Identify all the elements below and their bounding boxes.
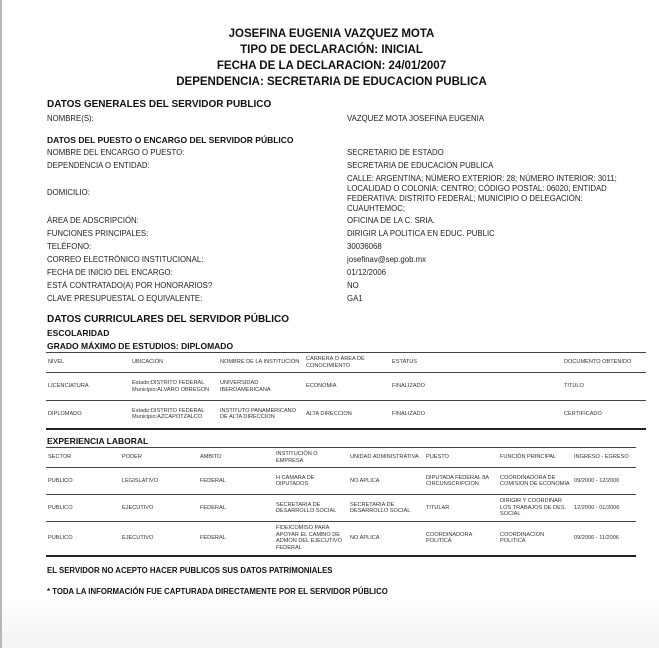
declaration-date: FECHA DE LA DECLARACION: 24/01/2007 [216,60,447,72]
table-cell: TITULAR [424,495,498,522]
field-value: 30036068 [347,242,382,251]
column-header [492,353,562,373]
table-cell: COORDINADORA POLITICA [424,522,498,556]
field-telefono [47,242,647,254]
field-value: OFICINA DE LA C. SRIA. [347,216,435,225]
table-cell: DIRIGIR Y COORDINAR LOS TRABAJOS DE DES. SOCIAL [498,495,572,522]
field-label: CORREO ELECTRÓNICO INSTITUCIONAL: [47,255,204,264]
field-correo [47,255,647,267]
table-cell: UNIVERSIDAD IBEROAMERICANA [218,373,304,401]
table-cell: PUBLICO [46,522,120,556]
table-row [46,468,636,495]
table-row [46,373,646,401]
document-header [2,26,659,90]
column-header: INSTITUCIÓN O EMPRESA [274,448,348,468]
field-value: SECRETARIA DE EDUCACION PUBLICA [347,161,494,170]
field-nombre [47,114,647,126]
education-table [46,352,646,430]
field-value: SECRETARIO DE ESTADO [347,148,444,157]
field-value: 01/12/2006 [347,268,387,277]
table-cell: LICENCIATURA [46,373,130,401]
table-cell: 09/2000 - 12/2000 [572,468,636,495]
field-domicilio [47,174,647,216]
table-cell: H CAMARA DE DIPUTADOS [274,468,348,495]
table-cell: DIPUTADA FEDERAL 8A CIRCUNSCRIPCION [424,468,498,495]
note-captura: * TODA LA INFORMACIÓN FUE CAPTURADA DIRECTAMENTE POR EL SERVIDOR PÚBLICO [47,587,388,596]
table-row [46,401,646,429]
field-value: CALLE: ARGENTINA; NÚMERO EXTERIOR: 28; NÚMERO INTERIOR: 3011; LOCALIDAD O COLONIA: CENTRO; CÓDIGO POSTAL: 06020; ENTIDAD FEDERATIVA: DISTRITO FEDERAL; MUNICIPIO O DELEGACIÓN: CUAUHTEMOC; [347,174,617,213]
table-cell: EJECUTIVO [120,495,198,522]
table-header-row [46,448,636,468]
table-cell: LEGISLATIVO [120,468,198,495]
section-title-curriculares: DATOS CURRICULARES DEL SERVIDOR PÚBLICO [47,314,290,325]
table-cell: CERTIFICADO [562,401,646,429]
table-cell: SECRETARIA DE DESARROLLO SOCIAL [274,495,348,522]
declaration-dependency: DEPENDENCIA: SECRETARIA DE EDUCACION PUBLICA [176,76,487,88]
field-area [47,216,647,228]
table-cell: FEDERAL [198,468,274,495]
field-value: NO [347,281,359,290]
table-cell: SECRETARIA DE DESARROLLO SOCIAL [348,495,424,522]
table-cell: FINALIZADO [390,401,492,429]
field-label: DOMICILIO: [47,188,90,197]
column-header: UBICACIÓN [130,353,218,373]
field-value: DIRIGIR LA POLITICA EN EDUC. PUBLIC [347,229,495,238]
table-cell: DIPLOMADO [46,401,130,429]
note-patrimoniales: EL SERVIDOR NO ACEPTO HACER PUBLICOS SUS DATOS PATRIMONIALES [47,566,333,575]
column-header: INGRESO - EGRESO [572,448,636,468]
column-header: FUNCIÓN PRINCIPAL [498,448,572,468]
field-funciones [47,229,647,241]
column-header: NOMBRE DE LA INSTITUCIÓN [218,353,304,373]
table-cell: ALTA DIRECCION [304,401,390,429]
field-label: NOMBRE DEL ENCARGO O PUESTO: [47,148,185,157]
table-cell: INSTITUTO PANAMERICANO DE ALTA DIRECCION [218,401,304,429]
section-title-generales: DATOS GENERALES DEL SERVIDOR PUBLICO [47,99,272,110]
section-title-experiencia: EXPERIENCIA LABORAL [47,436,149,446]
field-honorarios [47,281,647,293]
column-header: PODER [120,448,198,468]
table-row [46,522,636,556]
table-cell [492,401,562,429]
field-label: DEPENDENCIA O ENTIDAD: [47,161,150,170]
table-cell: TITULO [562,373,646,401]
table-header-row [46,353,646,373]
field-fecha-inicio [47,268,647,280]
field-dependencia [47,161,647,173]
field-label: ÁREA DE ADSCRIPCIÓN: [47,216,139,225]
field-encargo [47,148,647,160]
table-cell: COORDINADORA DE COMISION DE ECONOMIA [498,468,572,495]
field-value: GA1 [347,294,363,303]
table-cell: FIDEICOMISO PARA APOYAR EL CAMBIO DE ADMON DEL EJECUTIVO FEDERAL [274,522,348,556]
section-title-puesto: DATOS DEL PUESTO O ENCARGO DEL SERVIDOR PÚBLICO [47,135,294,145]
field-label: FECHA DE INICIO DEL ENCARGO: [47,268,173,277]
table-cell: FEDERAL [198,495,274,522]
table-cell: FEDERAL [198,522,274,556]
field-value: VAZQUEZ MOTA JOSEFINA EUGENIA [347,114,485,123]
field-label: TELÉFONO: [47,242,92,251]
column-header: AMBITO [198,448,274,468]
table-cell: Estado:DISTRITO FEDERAL Municipio:AZCAPOTZALCO [130,401,218,429]
table-cell: ECONOMIA [304,373,390,401]
table-cell: Estado:DISTRITO FEDERAL Municipio:ALVARO OBREGON [130,373,218,401]
column-header: NIVEL [46,353,130,373]
table-row [46,495,636,522]
field-value: josefinav@sep.gob.mx [347,255,426,264]
table-cell: 09/2006 - 11/2006 [572,522,636,556]
column-header: SECTOR [46,448,120,468]
subsection-escolaridad: ESCOLARIDAD [47,328,110,338]
field-label: FUNCIONES PRINCIPALES: [47,229,149,238]
table-cell: FINALIZADO [390,373,492,401]
table-cell: NO APLICA [348,522,424,556]
table-cell: EJECUTIVO [120,522,198,556]
table-cell: PUBLICO [46,468,120,495]
column-header: ESTATUS [390,353,492,373]
field-label: NOMBRE(S): [47,114,94,123]
column-header: UNIDAD ADMINISTRATIVA [348,448,424,468]
field-clave [47,294,647,306]
field-label: CLAVE PRESUPUESTAL O EQUIVALENTE: [47,294,203,303]
declarant-name: JOSEFINA EUGENIA VAZQUEZ MOTA [228,28,435,40]
table-cell [492,373,562,401]
table-cell: NO APLICA [348,468,424,495]
declaration-type: TIPO DE DECLARACIÓN: INICIAL [240,44,423,56]
subsection-grado: GRADO MÁXIMO DE ESTUDIOS: DIPLOMADO [47,341,234,351]
column-header: PUESTO [424,448,498,468]
table-cell: 12/2000 - 01/2006 [572,495,636,522]
column-header: DOCUMENTO OBTENIDO [562,353,646,373]
column-header: CARRERA O ÁREA DE CONOCIMIENTO [304,353,390,373]
field-label: ESTÁ CONTRATADO(A) POR HONORARIOS? [47,281,213,290]
table-cell: COORDINACION POLITICA [498,522,572,556]
experience-table [46,447,636,557]
table-cell: PUBLICO [46,495,120,522]
